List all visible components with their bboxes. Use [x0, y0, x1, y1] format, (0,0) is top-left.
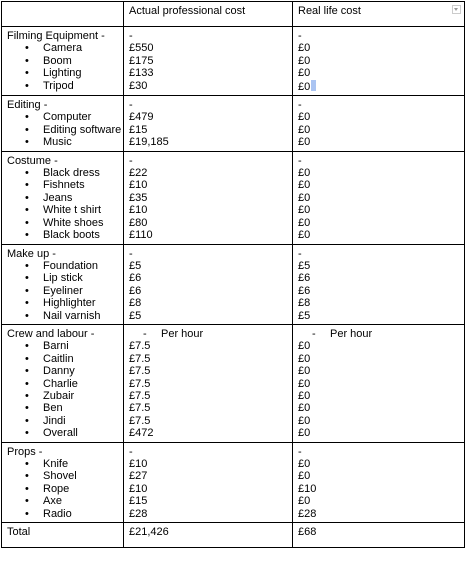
list-item: • Axe [7, 495, 119, 507]
cost-value [129, 124, 288, 136]
cost-value-text: £10 [129, 482, 148, 495]
cost-value [298, 470, 460, 482]
category-title: Filming Equipment - [7, 30, 105, 42]
value-dash: - [298, 99, 302, 112]
actual-cost-cell[interactable] [124, 244, 293, 324]
cost-value [298, 365, 460, 377]
cost-value [129, 260, 288, 272]
cost-value [129, 340, 288, 352]
list-item: • Knife [7, 458, 119, 470]
category-title: Costume - [7, 154, 58, 167]
cost-value-text: £0 [298, 470, 311, 483]
cost-value-text: £0 [298, 191, 311, 204]
text-cursor-icon [311, 80, 316, 91]
value-dash: - [143, 327, 147, 340]
cost-value-text: £28 [298, 507, 317, 520]
list-item: • Tripod [7, 80, 119, 92]
cost-value [129, 483, 288, 495]
list-item: • Highlighter [7, 297, 119, 309]
cost-value [129, 365, 288, 377]
list-item: • White t shirt [7, 204, 119, 216]
cost-value-text: £472 [129, 427, 154, 440]
list-item: • Barni [7, 340, 119, 352]
per-hour-text: Per hour [330, 327, 373, 340]
cost-value-text: £0 [298, 365, 311, 378]
list-item: • Overall [7, 427, 119, 439]
cost-value [298, 217, 460, 229]
real-cost-cell[interactable] [293, 324, 465, 442]
cost-value-text: £30 [129, 79, 148, 92]
cost-value-text: £0 [298, 414, 311, 427]
cost-value-text: £5 [298, 309, 311, 322]
category-title: Make up - [7, 247, 56, 260]
list-item: • Foundation [7, 260, 119, 272]
cost-value-text: £10 [298, 482, 317, 495]
category-cell[interactable] [2, 324, 124, 442]
cost-value-text: £0 [298, 216, 311, 229]
total-label[interactable]: Total [2, 523, 124, 548]
header-real-cost-label: Real life cost [298, 5, 361, 17]
cost-value [129, 415, 288, 427]
list-item: • Nail varnish [7, 310, 119, 322]
value-dash: - [129, 30, 133, 42]
cost-value-text: £550 [129, 42, 154, 55]
actual-cost-cell[interactable] [124, 324, 293, 442]
cost-value-text: £15 [129, 123, 148, 136]
cost-value [129, 427, 288, 439]
list-item: • Fishnets [7, 179, 119, 191]
cost-value-text: £0 [298, 54, 311, 67]
cost-value [129, 402, 288, 414]
cost-value [298, 458, 460, 470]
cost-value [129, 80, 288, 92]
list-item: • Charlie [7, 378, 119, 390]
real-cost-cell[interactable] [293, 244, 465, 324]
list-item: • Eyeliner [7, 285, 119, 297]
value-dash: - [312, 327, 316, 340]
item-list [7, 111, 122, 149]
cost-value-text: £0 [298, 495, 311, 508]
dropdown-arrow-icon[interactable] [452, 5, 461, 14]
cost-value-text: £0 [298, 167, 311, 180]
list-item: • Boom [7, 55, 119, 67]
cost-value-text: £0 [298, 427, 311, 440]
cost-value-text: £0 [298, 204, 311, 217]
per-hour-label [129, 328, 288, 340]
cost-value-text: £0 [298, 458, 311, 470]
cost-value-text: £7.5 [129, 389, 151, 402]
cost-value-text: £0 [298, 136, 311, 149]
cost-value-text: £7.5 [129, 414, 151, 427]
cost-value-text: £10 [129, 458, 148, 470]
list-item: • Danny [7, 365, 119, 377]
cost-value [298, 179, 460, 191]
cost-value [298, 111, 460, 123]
cost-value [298, 297, 460, 309]
cost-value-text: £8 [129, 297, 142, 310]
header-actual-cost[interactable]: Actual professional cost [124, 2, 293, 27]
list-item: • Lighting [7, 67, 119, 79]
per-hour-text: Per hour [161, 327, 204, 340]
category-cell[interactable] [2, 27, 124, 96]
cost-value-text: £7.5 [129, 365, 151, 378]
cost-value-text: £7.5 [129, 340, 151, 353]
real-cost-cell[interactable] [293, 96, 465, 152]
cost-value [298, 378, 460, 390]
item-list [7, 458, 119, 520]
cost-value [298, 204, 460, 216]
cost-value [129, 192, 288, 204]
cost-value [129, 272, 288, 284]
cost-value-text: £0 [298, 352, 311, 365]
cost-value-text: £0 [298, 229, 311, 242]
category-cell[interactable] [2, 244, 124, 324]
cost-value [298, 124, 460, 136]
value-dash: - [298, 30, 302, 42]
actual-cost-cell[interactable] [124, 442, 293, 522]
cost-value-text: £15 [129, 495, 148, 508]
value-dash: - [129, 247, 133, 260]
item-list [7, 340, 119, 439]
list-item: • Black boots [7, 229, 119, 241]
real-cost-cell[interactable] [293, 442, 465, 522]
actual-cost-cell[interactable] [124, 27, 293, 96]
cost-value-text: £0 [298, 402, 311, 415]
cost-value [298, 167, 460, 179]
cost-value [129, 458, 288, 470]
list-item: • Ben [7, 402, 119, 414]
cost-value [298, 136, 460, 148]
value-dash: - [129, 99, 133, 112]
cost-value [129, 508, 288, 520]
total-row [2, 523, 465, 548]
cost-value [129, 310, 288, 322]
cost-value [129, 378, 288, 390]
category-cell[interactable] [2, 96, 124, 152]
section-row [2, 244, 465, 324]
cost-value-text: £5 [298, 259, 311, 272]
category-title: Props - [7, 445, 43, 458]
cost-value-text: £6 [129, 272, 142, 285]
cost-value-text: £28 [129, 507, 148, 520]
cost-value [298, 508, 460, 520]
value-dash: - [129, 154, 133, 167]
list-item: • Shovel [7, 470, 119, 482]
list-item: • Jindi [7, 415, 119, 427]
cost-value [298, 67, 460, 79]
section-row [2, 96, 465, 152]
category-cell[interactable] [2, 151, 124, 244]
cost-value-text: £0 [298, 389, 311, 402]
category-cell[interactable] [2, 442, 124, 522]
actual-cost-cell[interactable] [124, 96, 293, 152]
category-title: Editing - [7, 99, 48, 112]
cost-value-text: £10 [129, 204, 148, 217]
list-item: • Rope [7, 483, 119, 495]
list-item: • Black dress [7, 167, 119, 179]
total-real-cost[interactable]: £68 [293, 523, 465, 548]
cost-value [129, 297, 288, 309]
cost-value-text: £479 [129, 111, 154, 124]
cost-value-text: £0 [298, 340, 311, 353]
cost-value-text: £0 [298, 111, 311, 124]
section-row [2, 324, 465, 442]
item-list [7, 260, 119, 322]
cost-value [129, 136, 288, 148]
cost-value [129, 470, 288, 482]
cost-value-text: £5 [129, 309, 142, 322]
cost-value-text: £19,185 [129, 136, 169, 149]
value-dash: - [298, 154, 302, 167]
cost-value [298, 229, 460, 241]
section-row [2, 27, 465, 96]
category-title: Crew and labour - [7, 327, 95, 340]
cost-value-text: £0 [298, 179, 311, 192]
cost-value [129, 217, 288, 229]
cost-value [129, 179, 288, 191]
list-item: • Computer [7, 111, 119, 123]
value-dash: - [298, 445, 302, 458]
cost-value [129, 229, 288, 241]
cost-value [298, 310, 460, 322]
cost-value-text: £0 [298, 377, 311, 390]
cost-value-text: £10 [129, 179, 148, 192]
cost-value [298, 285, 460, 297]
cost-value-text: £7.5 [129, 352, 151, 365]
cost-value-text: £6 [298, 272, 311, 285]
real-cost-cell[interactable] [293, 151, 465, 244]
cost-value [129, 167, 288, 179]
section-row [2, 442, 465, 522]
value-dash: - [298, 247, 302, 260]
list-item: • Zubair [7, 390, 119, 402]
list-item: • Jeans [7, 192, 119, 204]
cost-value-text: £35 [129, 191, 148, 204]
cost-value [298, 55, 460, 67]
cost-value-text: £0 [298, 42, 311, 55]
list-item: • Radio [7, 508, 119, 520]
cost-value-text: £6 [129, 284, 142, 297]
list-item: • Music [7, 136, 119, 148]
cost-value [298, 483, 460, 495]
cost-value [129, 353, 288, 365]
cost-value [129, 204, 288, 216]
cost-value [298, 272, 460, 284]
section-row [2, 151, 465, 244]
actual-cost-cell[interactable] [124, 151, 293, 244]
header-row [2, 2, 465, 27]
cost-value-text: £6 [298, 284, 311, 297]
header-real-cost[interactable] [293, 2, 465, 27]
cost-value [129, 67, 288, 79]
cost-value [129, 55, 288, 67]
item-list [7, 42, 119, 92]
cost-value-text: £27 [129, 470, 148, 483]
cost-value [298, 80, 460, 93]
cost-value [129, 111, 288, 123]
list-item: • Editing software [7, 124, 119, 136]
cost-value [298, 42, 460, 54]
cost-value-text: £5 [129, 259, 142, 272]
value-dash: - [129, 445, 133, 458]
total-actual-cost[interactable]: £21,426 [124, 523, 293, 548]
cost-value [298, 340, 460, 352]
cost-value [298, 415, 460, 427]
cost-value-text: £8 [298, 297, 311, 310]
cost-value [298, 192, 460, 204]
real-cost-cell[interactable] [293, 27, 465, 96]
cost-value-text: £0 [298, 123, 311, 136]
cost-value [129, 390, 288, 402]
cost-value-text: £110 [129, 229, 153, 242]
cost-value [129, 495, 288, 507]
per-hour-label [298, 328, 460, 340]
cost-value [298, 402, 460, 414]
cost-value-text: £175 [129, 54, 154, 67]
list-item: • Camera [7, 42, 119, 54]
cost-value-text: £0 [298, 67, 311, 80]
list-item: • Caitlin [7, 353, 119, 365]
header-cell-empty[interactable] [2, 2, 124, 27]
cost-value-text: £0 [298, 80, 311, 93]
cost-table [1, 1, 465, 548]
cost-value [129, 42, 288, 54]
cost-value-text: £7.5 [129, 377, 151, 390]
cost-value-text: £80 [129, 216, 148, 229]
cost-value-text: £22 [129, 167, 148, 180]
cost-value [298, 260, 460, 272]
list-item: • White shoes [7, 217, 119, 229]
cost-value [298, 495, 460, 507]
cost-value [298, 353, 460, 365]
list-item: • Lip stick [7, 272, 119, 284]
cost-value [298, 427, 460, 439]
cost-value [129, 285, 288, 297]
item-list [7, 167, 119, 241]
cost-value [298, 390, 460, 402]
cost-value-text: £133 [129, 67, 154, 80]
cost-value-text: £7.5 [129, 402, 151, 415]
